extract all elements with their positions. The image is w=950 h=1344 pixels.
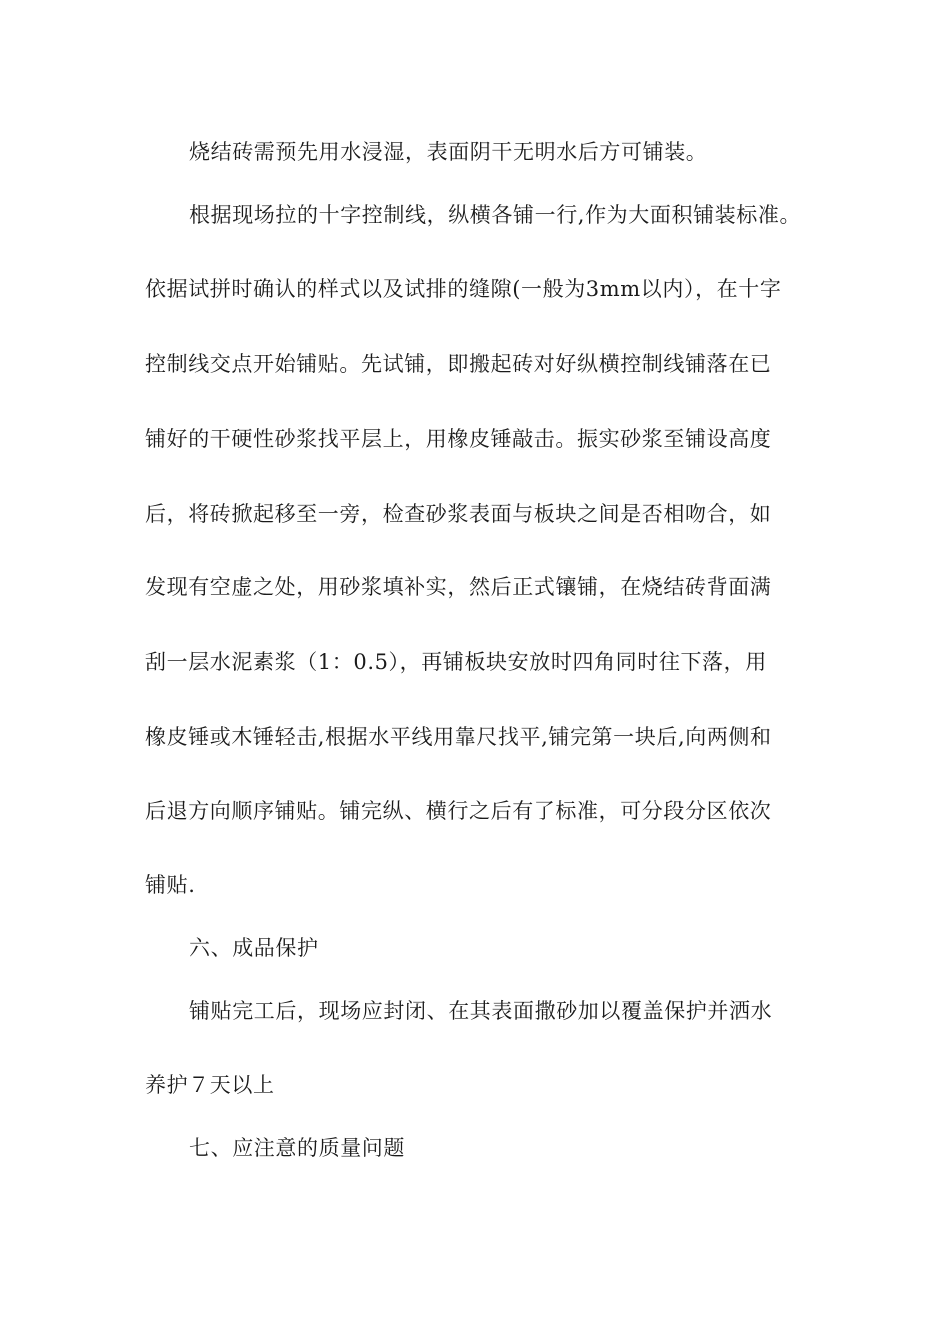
paragraph-line: 养护７天以上 xyxy=(145,1073,275,1097)
section-heading-quality-issues: 七、应注意的质量问题 xyxy=(189,1136,405,1160)
paragraph-control-line-start: 根据现场拉的十字控制线，纵横各铺一行,作为大面积铺装标准。 xyxy=(189,203,802,227)
paragraph-line: 发现有空虚之处，用砂浆填补实，然后正式镶铺，在烧结砖背面满 xyxy=(145,575,772,599)
paragraph-brick-soaking: 烧结砖需预先用水浸湿，表面阴干无明水后方可铺装。 xyxy=(189,140,708,164)
paragraph-line: 后退方向顺序铺贴。铺完纵、横行之后有了标准，可分段分区依次 xyxy=(145,799,772,823)
paragraph-line: 依据试拼时确认的样式以及试排的缝隙(一般为3mm以内），在十字 xyxy=(145,277,782,301)
paragraph-line: 铺贴. xyxy=(145,873,196,897)
paragraph-line: 刮一层水泥素浆（1：0.5），再铺板块安放时四角同时往下落，用 xyxy=(145,650,767,674)
paragraph-line: 后，将砖掀起移至一旁，检查砂浆表面与板块之间是否相吻合，如 xyxy=(145,502,772,526)
paragraph-line: 控制线交点开始铺贴。先试铺，即搬起砖对好纵横控制线铺落在已 xyxy=(145,352,772,376)
paragraph-line: 铺好的干硬性砂浆找平层上，用橡皮锤敲击。振实砂浆至铺设高度 xyxy=(145,427,772,451)
paragraph-line: 橡皮锤或木锤轻击,根据水平线用靠尺找平,铺完第一块后,向两侧和 xyxy=(145,725,772,749)
paragraph-protection: 铺贴完工后，现场应封闭、在其表面撒砂加以覆盖保护并洒水 xyxy=(189,999,773,1023)
section-heading-finished-product-protection: 六、成品保护 xyxy=(189,936,319,960)
